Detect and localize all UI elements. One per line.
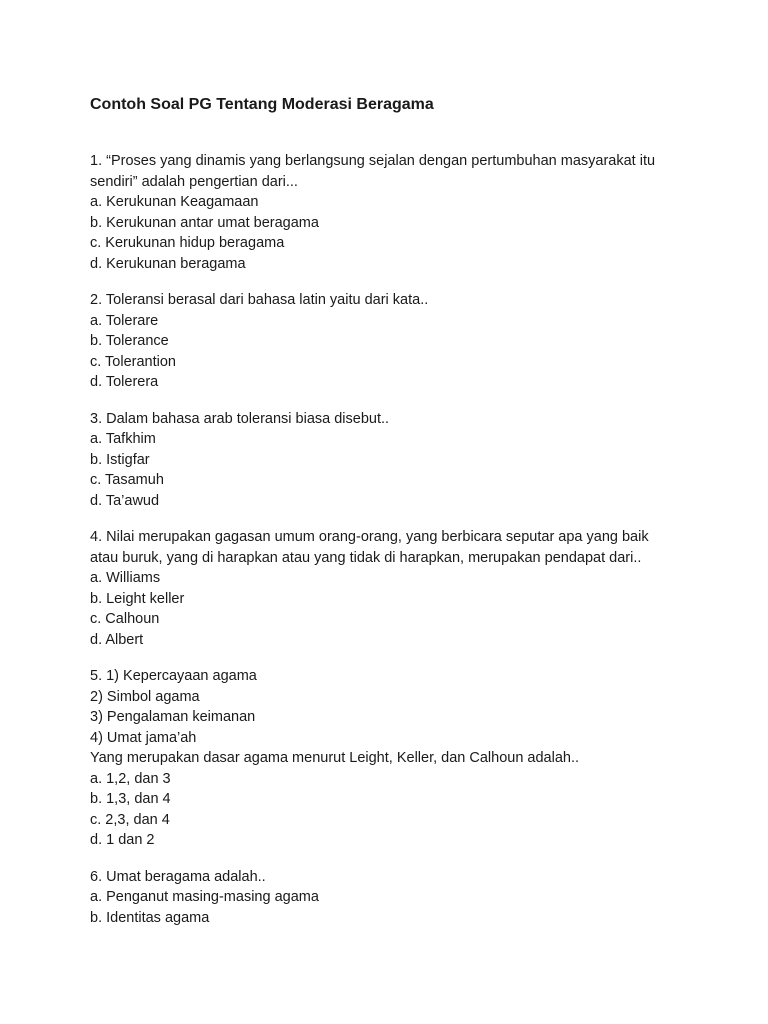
question-text: sendiri” adalah pengertian dari... (90, 173, 298, 190)
question-3 (90, 409, 690, 512)
answer-option-a: a. Penganut masing-masing agama (90, 889, 319, 905)
answer-option-d: d. Tolerera (90, 374, 159, 390)
answer-option-c: c. Calhoun (90, 611, 160, 627)
question-1 (90, 151, 690, 274)
question-6 (90, 867, 690, 929)
answer-option-a: a. Tolerare (90, 312, 159, 329)
answer-option-a: a. Kerukunan Keagamaan (90, 194, 259, 210)
answer-option-a: a. 1,2, dan 3 (90, 770, 171, 787)
question-text: 4) Umat jama’ah (90, 729, 197, 746)
question-text: 3. Dalam bahasa arab toleransi biasa disebut.. (90, 410, 390, 427)
answer-option-b: b. 1,3, dan 4 (90, 791, 171, 807)
answer-option-d: d. Kerukunan beragama (90, 255, 246, 272)
answer-option-a: a. Tafkhim (90, 431, 156, 447)
answer-option-d: d. Ta’awud (90, 492, 160, 509)
question-4 (90, 527, 690, 650)
question-text: Yang merupakan dasar agama menurut Leight, Keller, dan Calhoun adalah.. (90, 750, 580, 766)
question-text: 4. Nilai merupakan gagasan umum orang-orang, yang berbicara seputar apa yang baik (90, 529, 649, 545)
answer-option-c: c. Tolerantion (90, 353, 176, 370)
question-text: 2. Toleransi berasal dari bahasa latin yaitu dari kata.. (90, 292, 429, 308)
question-text: atau buruk, yang di harapkan atau yang tidak di harapkan, merupakan pendapat dari.. (90, 549, 642, 566)
answer-option-a: a. Williams (90, 570, 161, 586)
answer-option-b: b. Kerukunan antar umat beragama (90, 214, 319, 231)
answer-option-b: b. Istigfar (90, 451, 150, 468)
answer-option-c: c. 2,3, dan 4 (90, 811, 170, 828)
question-text: 1. “Proses yang dinamis yang berlangsung sejalan dengan pertumbuhan masyarakat itu (90, 153, 656, 169)
question-text: 2) Simbol agama (90, 688, 200, 705)
answer-option-d: d. Albert (90, 631, 144, 648)
question-2 (90, 290, 690, 393)
document-title: Contoh Soal PG Tentang Moderasi Beragama (90, 96, 434, 113)
question-text: 5. 1) Kepercayaan agama (90, 668, 257, 684)
answer-option-c: c. Kerukunan hidup beragama (90, 235, 285, 251)
answer-option-d: d. 1 dan 2 (90, 832, 155, 848)
question-5 (90, 666, 690, 851)
answer-option-b: b. Tolerance (90, 333, 169, 349)
question-text: 6. Umat beragama adalah.. (90, 868, 266, 885)
answer-option-b: b. Identitas agama (90, 909, 210, 926)
question-text: 3) Pengalaman keimanan (90, 709, 256, 725)
document-content (90, 93, 690, 944)
answer-option-c: c. Tasamuh (90, 472, 164, 488)
answer-option-b: b. Leight keller (90, 590, 185, 607)
